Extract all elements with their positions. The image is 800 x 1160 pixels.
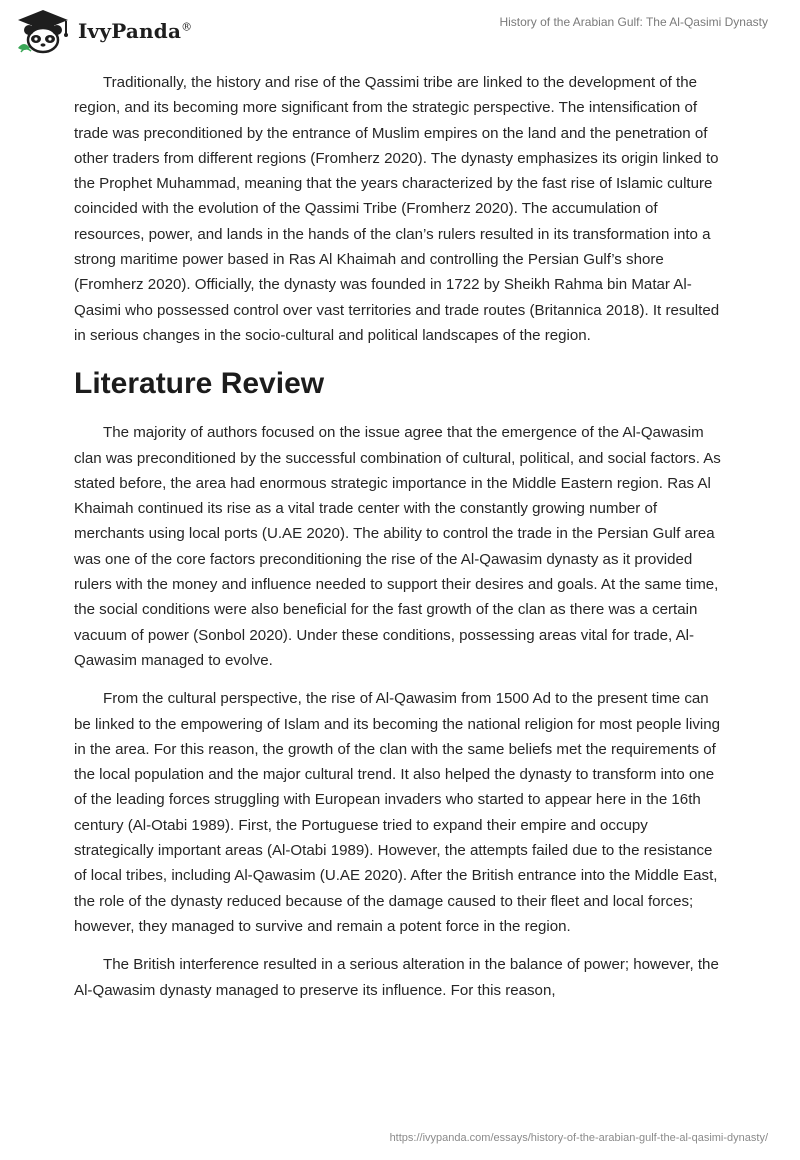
panda-graduate-icon xyxy=(14,8,72,54)
section-heading: Literature Review xyxy=(74,367,325,401)
page-header xyxy=(0,0,800,70)
source-url[interactable]: https://ivypanda.com/essays/history-of-the-arabian-gulf-the-al-qasimi-dynasty/ xyxy=(389,1132,768,1144)
paragraph: The British interference resulted in a serious alteration in the balance of power; however, the Al-Qawasim dynasty managed to preserve its influence. For this reason, xyxy=(74,956,719,999)
paragraph: The majority of authors focused on the issue agree that the emergence of the Al-Qawasim clan was preconditioned by the successful combination of cultural, political, and social factors. As stated before, the area had enormous strategic importance in the Middle Eastern region. Ras Al Khaimah continued its rise as a vital trade center with the constantly growing number of merchants using local ports (U.AE 2020). The ability to control the trade in the Persian Gulf area was one of the core factors preconditioning the rise of the Al-Qawasim dynasty as it provided rulers with the money and influence needed to support their desires and goals. At the same time, the social conditions were also beneficial for the fast growth of the clan as there was a certain vacuum of power (Sonbol 2020). Under these conditions, possessing areas vital for trade, Al-Qawasim managed to evolve. xyxy=(74,424,721,669)
logo-wordmark: IvyPanda® xyxy=(78,19,193,43)
ivypanda-logo[interactable] xyxy=(14,8,192,54)
paragraph: Traditionally, the history and rise of the Qassimi tribe are linked to the development of the region, and its becoming more significant from the strategic perspective. The intensification of trade was preconditioned by the entrance of Muslim empires on the land and the penetration of other traders from different regions (Fromherz 2020). The dynasty emphasizes its origin linked to the Prophet Muhammad, meaning that the years characterized by the fast rise of Islamic culture coincided with the evolution of the Qassimi Tribe (Fromherz 2020). The accumulation of resources, power, and lands in the hands of the clan’s rulers resulted in its transformation into a strong maritime power based in Ras Al Khaimah and controlling the Persian Gulf’s shore (Fromherz 2020). Officially, the dynasty was founded in 1722 by Sheikh Rahma bin Matar Al-Qasimi who possessed control over vast territories and trade routes (Britannica 2018). It resulted in serious changes in the socio-cultural and political landscapes of the region. xyxy=(74,74,720,344)
document-title: History of the Arabian Gulf: The Al-Qasimi Dynasty xyxy=(499,15,768,29)
article-body xyxy=(74,70,726,1016)
paragraph: From the cultural perspective, the rise of Al-Qawasim from 1500 Ad to the present time can be linked to the empowering of Islam and its becoming the national religion for most people living in the area. For this reason, the growth of the clan with the same beliefs met the requirements of the local population and the major cultural trend. It also helped the dynasty to transform into one of the leading forces struggling with European invaders who started to appear here in the 16th century (Al-Otabi 1989). First, the Portuguese tried to expand their empire and occupy strategically important areas (Al-Otabi 1989). However, the attempts failed due to the resistance of local tribes, including Al-Qawasim (U.AE 2020). After the British entrance into the Middle East, the role of the dynasty reduced because of the damage caused to their fleet and local forces; however, they managed to survive and remain a potent force in the region. xyxy=(74,690,721,935)
